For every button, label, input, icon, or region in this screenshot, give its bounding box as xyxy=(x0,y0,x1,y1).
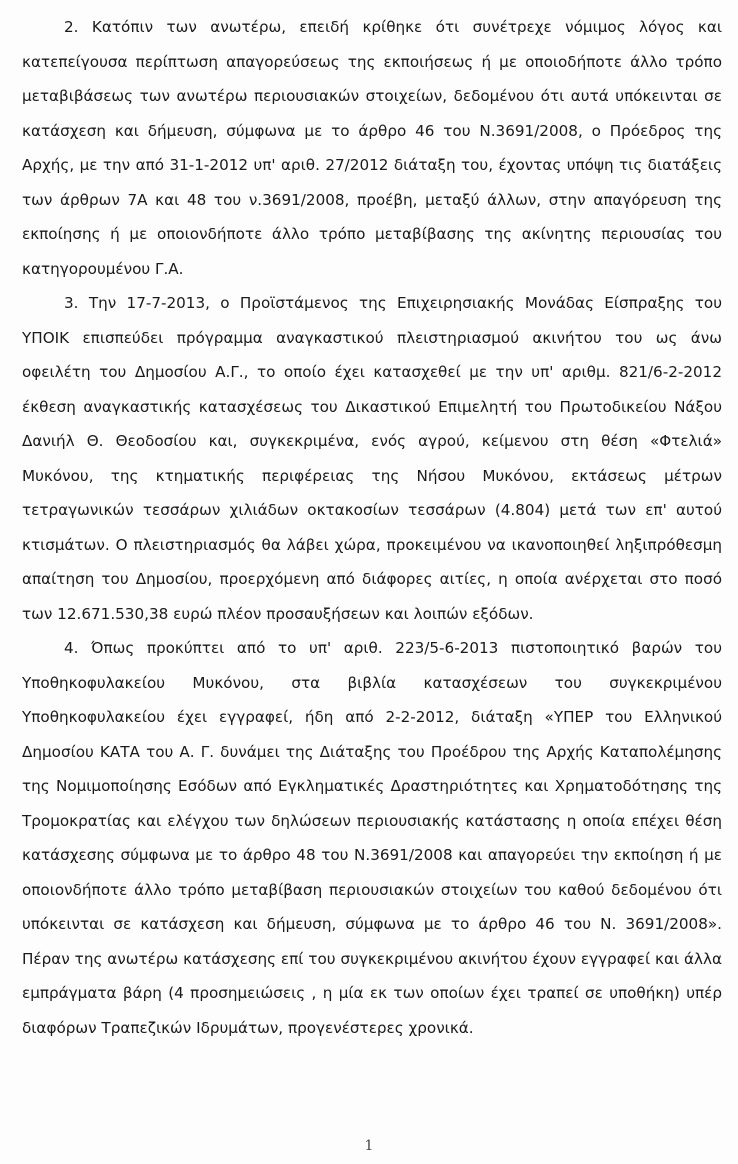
paragraph-2 xyxy=(22,10,722,286)
paragraph-3 xyxy=(22,286,722,631)
paragraph-text: Όπως προκύπτει από το υπ' αριθ. 223/5-6-2013 πιστοποιητικό βαρών του Υποθηκοφυλακείου Μυκόνου, στα βιβλία κατασχέσεων του συγκεκριμένου Υποθηκοφυλακείου έχει εγγραφεί, ήδη από 2-2-2012, διάταξη «ΥΠΕΡ του Ελληνικού Δημοσίου ΚΑΤΑ του Α. Γ. δυνάμει της Διάταξης του Προέδρου της Αρχής Καταπολέμησης της Νομιμοποίησης Εσόδων από Εγκληματικές Δραστηριότητες και Χρηματοδότησης της Τρομοκρατίας και ελέγχου των δηλώσεων περιουσιακής κατάστασης η οποία επέχει θέση κατάσχεσης σύμφωνα με το άρθρο 48 του Ν.3691/2008 και απαγορεύει την εκποίηση ή με οποιονδήποτε άλλο τρόπο μεταβίβαση περιουσιακών στοιχείων του καθού δεδομένου ότι υπόκεινται σε κατάσχεση και δήμευση, σύμφωνα με το άρθρο 46 του Ν. 3691/2008». Πέραν της ανωτέρω κατάσχεσης επί του συγκεκριμένου ακινήτου έχουν εγγραφεί και άλλα εμπράγματα βάρη (4 προσημειώσεις , η μία εκ των οποίων έχει τραπεί σε υποθήκη) υπέρ διαφόρων Τραπεζικών Ιδρυμάτων, προγενέστερες χρονικά. xyxy=(22,639,723,1037)
document-body xyxy=(22,10,722,1045)
paragraph-number: 2. xyxy=(64,18,79,36)
paragraph-number: 4. xyxy=(64,639,79,657)
paragraph-text: Την 17-7-2013, ο Προϊστάμενος της Επιχειρησιακής Μονάδας Είσπραξης του ΥΠΟΙΚ επισπεύδει πρόγραμμα αναγκαστικού πλειστηριασμού ακινήτου του ως άνω οφειλέτη του Δημοσίου Α.Γ., το οποίο έχει κατασχεθεί με την υπ' αριθμ. 821/6-2-2012 έκθεση αναγκαστικής κατασχέσεως του Δικαστικού Επιμελητή του Πρωτοδικείου Νάξου Δανιήλ Θ. Θεοδοσίου και, συγκεκριμένα, ενός αγρού, κείμενου στη θέση «Φτελιά» Μυκόνου, της κτηματικής περιφέρειας της Νήσου Μυκόνου, εκτάσεως μέτρων τετραγωνικών τεσσάρων χιλιάδων οκτακοσίων τεσσάρων (4.804) μετά των επ' αυτού κτισμάτων. Ο πλειστηριασμός θα λάβει χώρα, προκειμένου να ικανοποιηθεί ληξιπρόθεσμη απαίτηση του Δημοσίου, προερχόμενη από διάφορες αιτίες, η οποία ανέρχεται στο ποσό των 12.671.530,38 ευρώ πλέον προσαυξήσεων και λοιπών εξόδων. xyxy=(22,294,723,623)
page-number: 1 xyxy=(364,1138,374,1154)
paragraph-text: Κατόπιν των ανωτέρω, επειδή κρίθηκε ότι συνέτρεχε νόμιμος λόγος και κατεπείγουσα περίπτωση απαγορεύσεως της εκποιήσεως ή με οποιοδήποτε άλλο τρόπο μεταβιβάσεως των ανωτέρω περιουσιακών στοιχείων, δεδομένου ότι αυτά υπόκεινται σε κατάσχεση και δήμευση, σύμφωνα με το άρθρο 46 του Ν.3691/2008, ο Πρόεδρος της Αρχής, με την από 31-1-2012 υπ' αριθ. 27/2012 διάταξη του, έχοντας υπόψη τις διατάξεις των άρθρων 7Α και 48 του ν.3691/2008, προέβη, μεταξύ άλλων, στην απαγόρευση της εκποίησης ή με οποιονδήποτε άλλο τρόπο μεταβίβασης της ακίνητης περιουσίας του κατηγορουμένου Γ.Α. xyxy=(22,18,723,278)
paragraph-number: 3. xyxy=(64,294,79,312)
paragraph-4 xyxy=(22,631,722,1045)
